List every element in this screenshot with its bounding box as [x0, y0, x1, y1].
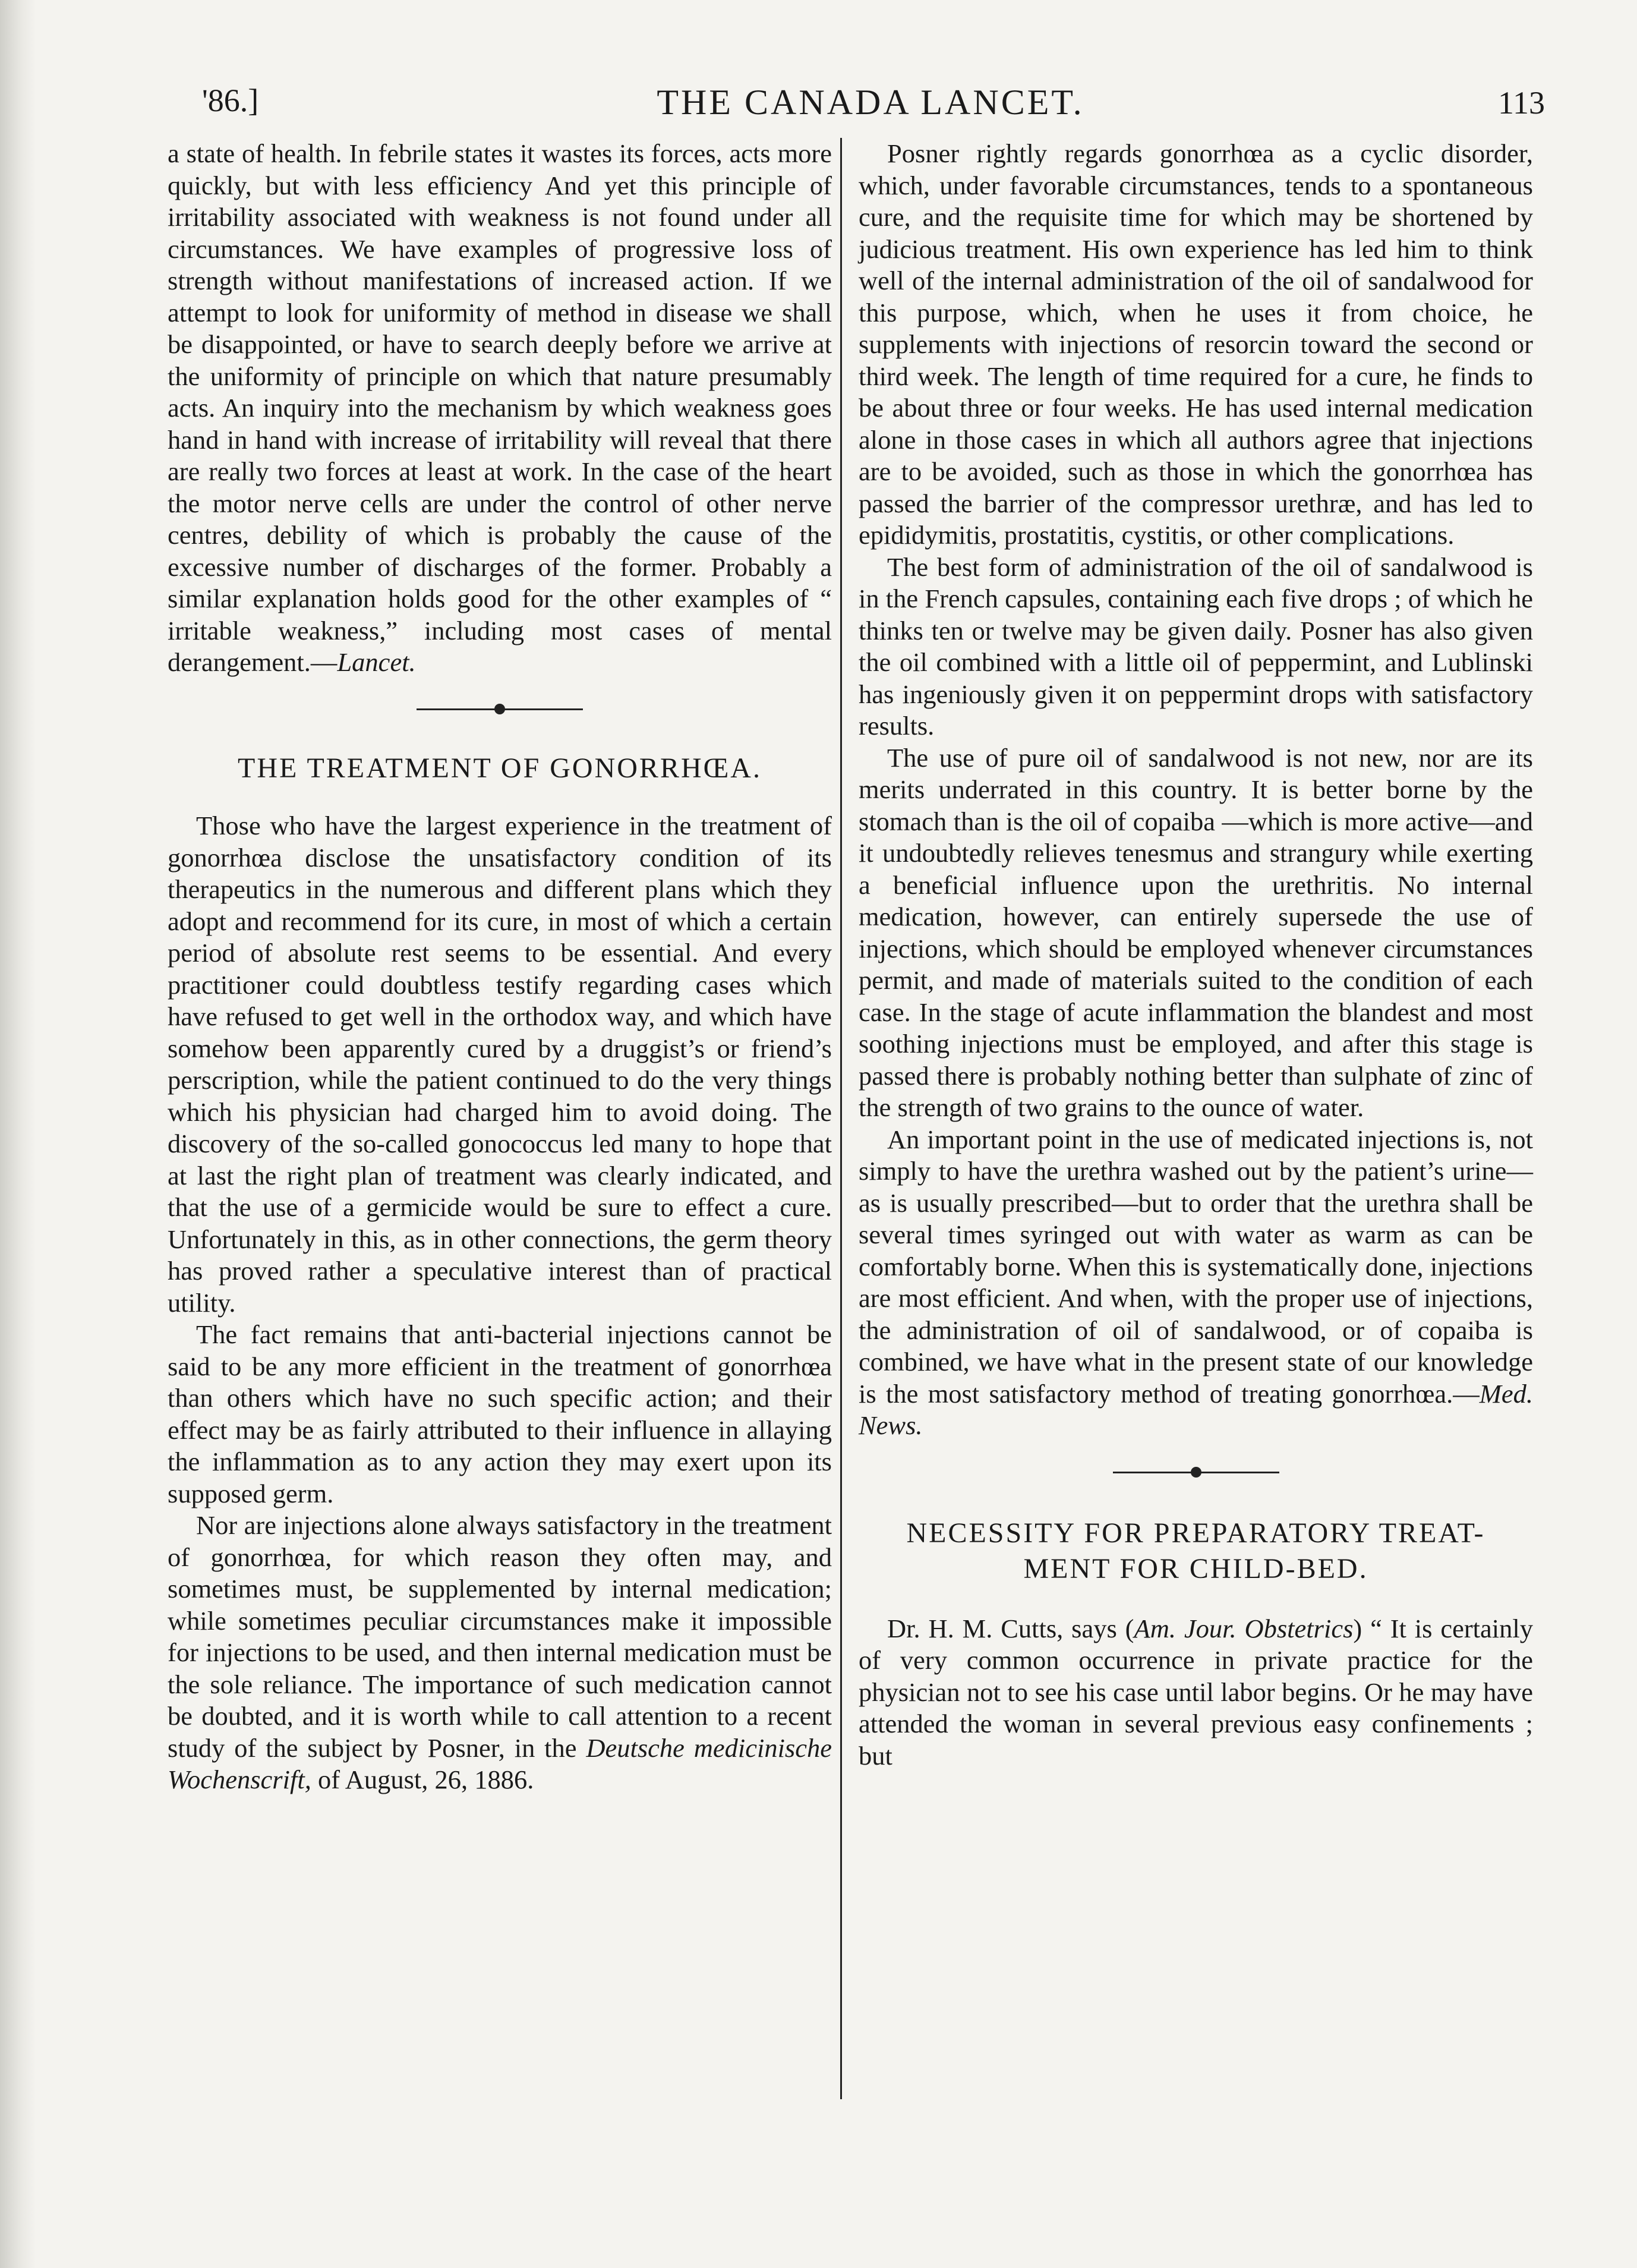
paragraph: Posner rightly regards gonorrhœa as a cyclic disorder, which, under favorable circumstances, tends to a spontaneous cure, and the requisite time for which may be shortened by judicious treatment. His own experience has led him to think well of the internal administration of the oil of sandalwood for this purpose, which, when he uses it from choice, he supplements with injections of resorcin toward the second or third week. The length of time required for a cure, he finds to be about three or four weeks. He has used internal medication alone in those cases in which all authors agree that injections are to be avoided, such as those in which the gonorrhœa has passed the barrier of the compressor urethræ, and has led to epididymitis, prostatitis, cystitis, or other complications. [859, 138, 1533, 550]
source-citation: Lancet. [337, 647, 416, 677]
page-header [196, 82, 1545, 136]
header-year: '86.] [202, 83, 259, 118]
paragraph: a state of health. In febrile states it wastes its forces, acts more quickly, but with less efficiency And yet this principle of irritability associated with weakness is not found under all circumstances. We have examples of progressive loss of strength without manifestations of increased action. If we attempt to look for uniformity of method in disease we shall be disappointed, or have to search deeply before we arrive at the uniformity of principle on which that nature presumably acts. An inquiry into the mechanism by which weakness goes hand in hand with increase of irritability will reveal that there are really two forces at least at work. In the case of the heart the motor nerve cells are under the control of other nerve centres, debility of which is probably the cause of the excessive number of discharges of the former. Probably a similar explanation holds good for the other examples of “ irritable weakness,” including most cases of mental derangement.—Lancet. [168, 138, 832, 677]
paragraph: Dr. H. M. Cutts, says (Am. Jour. Obstetrics) “ It is certainly of very common occurrence in private practice for the physician not to see his case until labor begins. Or he may have attended the woman in several previous easy confinements ; but [859, 1613, 1533, 1771]
left-column [168, 138, 832, 1796]
section-divider [168, 695, 832, 724]
journal-name: Am. Jour. Obstetrics [1134, 1613, 1354, 1643]
paragraph: Those who have the largest experience in the treatment of gonorrhœa disclose the unsatisfactory condition of its therapeutics in the numerous and different plans which they adopt and recommend for its cure, in most of which a certain period of absolute rest seems to be essential. And every practitioner could doubtless testify regarding cases which have refused to get well in the orthodox way, and which have somehow been apparently cured by a druggist’s or friend’s perscription, while the patient continued to do the very things which his physician had charged him to avoid doing. The discovery of the so-called gonococcus led many to hope that at last the right plan of treatment was clearly indicated, and that the use of a germicide would be sure to effect a cure. Unfortunately in this, as in other connections, the germ theory has proved rather a speculative interest than of practical utility. [168, 811, 832, 1318]
journal-title: THE CANADA LANCET. [657, 83, 1084, 122]
right-column [859, 138, 1533, 1772]
section-title: THE TREATMENT OF GONORRHŒA. [238, 752, 762, 784]
journal-name: Deutsche medicinische Wochenscrift, [168, 1732, 832, 1794]
page-number: 113 [1498, 85, 1545, 121]
paragraph: The fact remains that anti-bacterial injections cannot be said to be any more efficient in the treatment of gonorrhœa than others which have no such specific action; and their effect may be as fairly attributed to their influence in allaying the inflammation as to any action they may exert upon its supposed germ. [168, 1319, 832, 1508]
section-title: NECESSITY FOR PREPARATORY TREAT- MENT FOR CHILD-BED. [906, 1517, 1485, 1585]
paragraph: The use of pure oil of sandalwood is not new, nor are its merits underrated in this country. It is better borne by the stomach than is the oil of copaiba —which is more active—and it undoubtedly relieves tenesmus and strangury while exerting a beneficial influence upon the urethritis. No internal medication, however, can entirely supersede the use of injections, which should be employed whenever circumstances permit, and made of materials suited to the condition of each case. In the stage of acute inflammation the blandest and most soothing injections must be employed, and after this stage is passed there is probably nothing better than sulphate of zinc of the strength of two grains to the ounce of water. [859, 742, 1533, 1122]
column-divider [840, 138, 842, 2099]
paragraph: The best form of administration of the oil of sandalwood is in the French capsules, containing each five drops ; of which he thinks ten or twelve may be given daily. Posner has also given the oil combined with a little oil of peppermint, and Lublinski has ingeniously given it on peppermint drops with satisfactory results. [859, 552, 1533, 741]
page-edge [0, 0, 36, 2268]
source-citation: Med. News. [859, 1378, 1533, 1440]
paragraph: Nor are injections alone always satisfactory in the treatment of gonorrhœa, for which reason they often may, and sometimes must, be supplemented by internal medication; while sometimes peculiar circumstances make it impossible for injections to be used, and then internal medication must be the sole reliance. The importance of such medication cannot be doubted, and it is worth while to call attention to a recent study of the subject by Posner, in the Deutsche medicinische Wochenscrift, of August, 26, 1886. [168, 1510, 832, 1794]
paragraph: An important point in the use of medicated injections is, not simply to have the urethra washed out by the patient’s urine—as is usually prescribed—but to order that the urethra shall be several times syringed out with water as warm as can be comfortably borne. When this is systematically done, injections are most efficient. And when, with the proper use of injections, the administration of oil of sandalwood, or of copaiba is combined, we have what in the present state of our knowledge is the most satisfactory method of treating gonorrhœa.—Med. News. [859, 1124, 1533, 1440]
section-divider [859, 1459, 1533, 1487]
